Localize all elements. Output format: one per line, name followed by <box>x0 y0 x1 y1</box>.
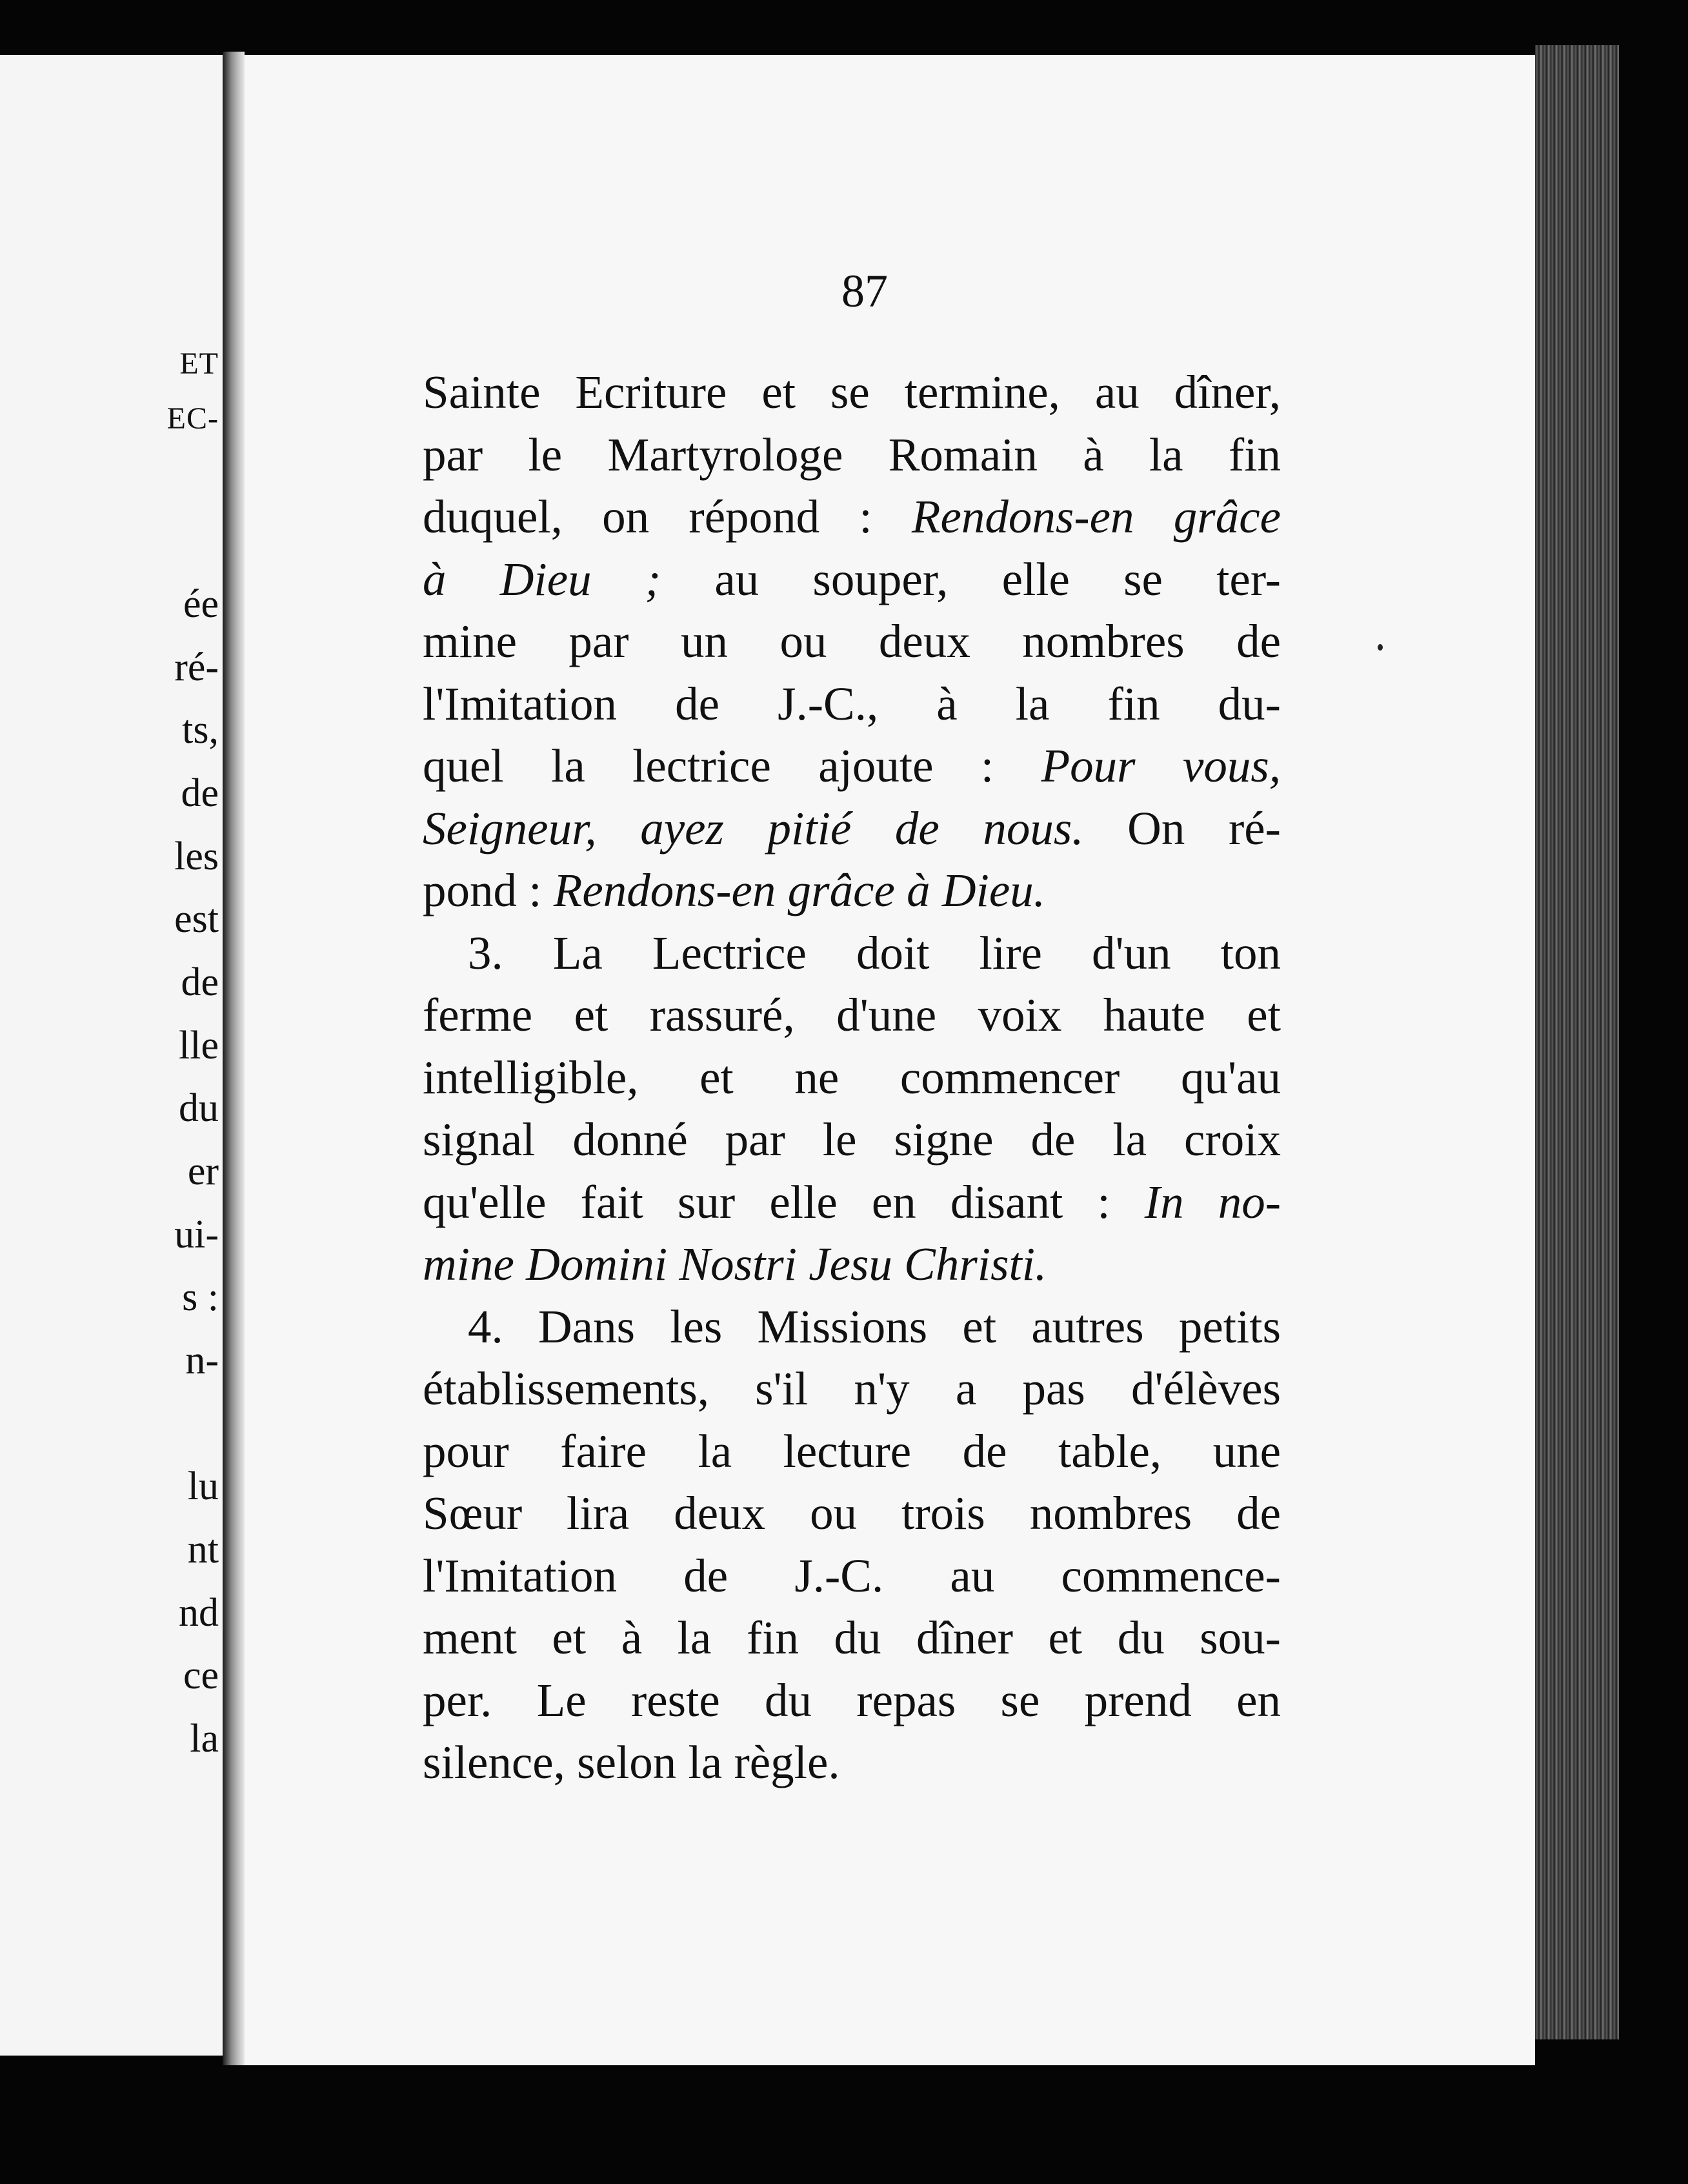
left-page-fragment: ée <box>183 582 219 626</box>
roman-text: ment et à la fin du dîner et du sou- <box>423 1612 1281 1664</box>
left-page-fragment: du <box>179 1086 219 1130</box>
italic-text: In no- <box>1144 1175 1281 1228</box>
left-page-fragment: er <box>187 1149 219 1193</box>
roman-text: intelligible, et ne commencer qu'au <box>423 1051 1281 1104</box>
roman-text: duquel, on répond : <box>423 490 912 543</box>
page-number: 87 <box>841 265 888 317</box>
left-page-fragment: est <box>174 897 219 941</box>
text-line <box>423 735 1281 798</box>
roman-text: établissements, s'il n'y a pas d'élèves <box>423 1362 1281 1415</box>
text-line <box>423 424 1281 487</box>
text-line <box>423 673 1281 736</box>
left-page-fragment: lu <box>187 1464 219 1508</box>
italic-text: Rendons-en grâce <box>911 490 1281 543</box>
left-page-fragment: s : <box>182 1275 219 1319</box>
roman-text: qu'elle fait sur elle en disant : <box>423 1175 1145 1228</box>
roman-text: silence, selon la règle. <box>423 1736 840 1788</box>
text-line <box>423 1421 1281 1483</box>
left-page-fragment: ET <box>179 347 219 381</box>
roman-text: signal donné par le signe de la croix <box>423 1113 1281 1166</box>
text-line <box>423 1109 1281 1171</box>
text-line <box>423 1545 1281 1608</box>
roman-text: quel la lectrice ajoute : <box>423 740 1041 792</box>
italic-text: Rendons-en grâce à Dieu. <box>553 864 1046 916</box>
text-line <box>423 798 1281 860</box>
italic-text: Seigneur, ayez pitié de nous. <box>423 802 1084 854</box>
text-line <box>423 1233 1281 1296</box>
text-line <box>423 984 1281 1047</box>
roman-text: l'Imitation de J.-C., à la fin du- <box>423 677 1281 730</box>
left-page-fragment: ui- <box>174 1213 219 1257</box>
left-page-fragment: nd <box>179 1591 219 1635</box>
left-page-fragment: lle <box>179 1024 219 1067</box>
roman-text: 4. Dans les Missions et autres petits <box>468 1300 1281 1353</box>
roman-text: mine par un ou deux nombres de <box>423 615 1281 667</box>
roman-text: pond : <box>423 864 554 916</box>
roman-text: 3. La Lectrice doit lire d'un ton <box>468 926 1281 979</box>
text-line <box>423 1732 1281 1794</box>
left-page-fragment: la <box>190 1717 219 1761</box>
left-page-fragment: de <box>181 771 219 815</box>
left-page-fragment: de <box>181 960 219 1004</box>
book-gutter <box>223 52 245 2065</box>
roman-text: par le Martyrologe Romain à la fin <box>423 428 1281 481</box>
text-line <box>423 860 1281 922</box>
text-line <box>423 1607 1281 1670</box>
text-line <box>423 486 1281 549</box>
italic-text: mine Domini Nostri Jesu Christi. <box>423 1238 1047 1290</box>
roman-text: l'Imitation de J.-C. au commence- <box>423 1549 1281 1602</box>
roman-text: ferme et rassuré, d'une voix haute et <box>423 989 1281 1041</box>
text-line <box>423 1047 1281 1109</box>
text-line <box>423 1482 1281 1545</box>
italic-text: Pour vous, <box>1041 740 1281 792</box>
left-page-fragment: n- <box>185 1339 219 1382</box>
left-page-fragment: ce <box>183 1653 219 1697</box>
text-line <box>423 1171 1281 1234</box>
left-page-fragment: les <box>174 834 219 878</box>
roman-text: per. Le reste du repas se prend en <box>423 1673 1281 1726</box>
text-line <box>423 611 1281 673</box>
text-line <box>423 549 1281 611</box>
left-page-fragment: ts, <box>182 708 219 752</box>
text-line <box>423 1670 1281 1732</box>
roman-text: Sainte Ecriture et se termine, au dîner, <box>423 366 1281 418</box>
text-line <box>423 361 1281 424</box>
text-line <box>423 1358 1281 1421</box>
text-line <box>423 922 1281 985</box>
body-text <box>423 361 1281 1794</box>
left-page-fragment: nt <box>187 1528 219 1572</box>
italic-text: à Dieu ; <box>423 552 661 605</box>
left-page-fragment: EC- <box>166 401 219 436</box>
left-page-fragment: ré- <box>174 645 219 689</box>
print-speck <box>1378 644 1383 651</box>
roman-text: On ré- <box>1083 802 1281 854</box>
text-line <box>423 1296 1281 1359</box>
roman-text: pour faire la lecture de table, une <box>423 1424 1281 1477</box>
left-page <box>0 55 223 2056</box>
page-edges <box>1535 45 1619 2039</box>
roman-text: au souper, elle se ter- <box>661 552 1281 605</box>
roman-text: Sœur lira deux ou trois nombres de <box>423 1487 1281 1539</box>
